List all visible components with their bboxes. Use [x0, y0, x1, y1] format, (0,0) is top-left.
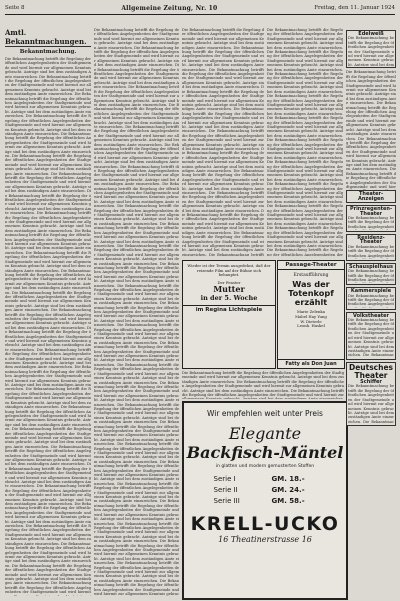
ad-film-title: Was der Totenkopf erzählt	[288, 279, 334, 307]
ad-line-elegante: Elegante	[228, 424, 302, 443]
edelweiss-box	[346, 30, 396, 68]
prinzregenten-box	[346, 205, 396, 232]
price-label: Serie II	[213, 486, 238, 494]
box-text: Die Bekanntmachung betrifft die Regelung der öffentlichen Angelegenheit	[348, 269, 394, 283]
box-subtitle: Schiffer	[360, 379, 382, 386]
box-text: Die Bekanntmachung betrifft die Regelung der öffentlichen Angelegenheit	[348, 244, 394, 258]
ad-line-stoffe: in glatten und modern gemusterten Stoffen	[215, 464, 315, 469]
page-header	[5, 2, 395, 15]
column-text: Die Bekanntmachung betrifft die Regelung der öffentlichen Angelegenheiten der Stadtgemeinde und wird hiermit zur allgemeinen Kenntnis gebracht. Anträge sind bei dem zuständigen Amte einzureichen. Die Bekanntmachung betrifft die Regelung der öffentlichen Angelegenheiten der Stadtgemeinde und wird hiermit zur allgemeinen Kenntnis gebracht. Anträge sind bei dem zuständigen Amte einzureichen. Die Bekanntmachung betrifft die Regelung der öffentlichen Angelegenheiten der Stadtgemeinde und wird hiermit zur	[182, 371, 344, 398]
ad-cast: Marie Zelenka Mabel Hay Yung W. Dieterle Leonh. Haskel	[295, 309, 327, 329]
column-2	[94, 28, 179, 596]
price-row	[184, 496, 346, 507]
box-title: Residenz-Theater	[357, 235, 385, 246]
price-label: Serie I	[213, 475, 236, 483]
theater-anzeigen-box	[346, 190, 396, 203]
price-value: GM. 18.-	[271, 475, 305, 483]
box-title: Kammerspiele	[350, 288, 392, 295]
box-title: Volkstheater	[352, 312, 389, 319]
volkstheater-box	[346, 312, 396, 360]
deutsches-theater-box	[346, 362, 396, 426]
ad-text: Wieder ist der Termin ausgedehnt, daß der reizende Film auf der Bühne sich behauptet.	[187, 263, 271, 278]
passage-theater-ad	[277, 260, 345, 369]
ad-brand: KRELL-UCKO	[190, 513, 340, 535]
krell-ucko-ad	[182, 401, 348, 600]
newspaper-title: Allgemeine Zeitung, Nr. 10	[121, 4, 218, 12]
price-row	[184, 474, 346, 485]
price-value: GM. 24.-	[271, 486, 305, 494]
column-text: Die Bekanntmachung betrifft die Regelung der öffentlichen Angelegenheiten der Stadtgemeinde und wird hiermit zur allgemeinen Kenntnis gebracht. Anträge sind bei dem zuständigen Amte einzureichen. Die Bekanntmachung betrifft die Regelung der öffentlichen Angelegenheiten der Stadtgemeinde und wird hiermit zur allgemeinen Kenntnis gebracht. Anträge sind bei dem zuständigen Amte einzureichen. Die Bekanntmachung betrifft die Regelung der öffentlichen Angelegenheiten der Stadtgemeinde und wird hiermit zur allgemeinen Kenntnis gebracht. Anträge sind bei dem zuständigen Amte einzureichen. Die Bekanntmachung betrifft die Regelung der öffentlichen Angelegenheiten der Stadtgemeinde und wird hiermit zur allgemeinen Kenntnis gebracht. Anträge sind bei dem zuständigen Amte einzureichen. Die Bekanntmachung betrifft die Regelung der öffentlichen Angelegenheiten der Stadtgemeinde und wird hiermit zur allgemeinen Kenntnis gebracht. Anträge sind bei dem zuständigen Amte einzureichen. Die Bekanntmachung betrifft die Regelung der öffentlichen Angelegenheiten der Stadtgemeinde und wird hiermit zur allgemeinen Kenntnis gebracht. Anträge sind bei dem zuständigen Amte einzureichen. Die Bekanntmachung betrifft die Regelung der öffentlichen Angelegenheiten der Stadtgemeinde und wird hiermit zur allgemeinen Kenntnis gebracht. Anträge sind bei dem zuständigen Amte einzureichen. Die Bekanntmachung betrifft die Regelung der öffentlichen Angelegenheiten der Stadtgemeinde und wird hiermit zur allgemeinen Kenntnis gebracht. Anträge sind bei dem zuständigen Amte einzureichen. Die Bekanntmachung betrifft die Regelung der öffentlichen Angelegenheiten der Stadtgemeinde und wird hiermit zur allgemeinen Kenntnis gebracht. Anträge sind bei dem zuständigen Amte einzureichen. Die Bekanntmachung betrifft die Regelung der öffentlichen Angelegenheiten der Stadtgemeinde und wird hiermit zur allgemeinen Kenntnis gebracht. Anträge sind bei dem zuständigen Amte einzureichen. Die Bekanntmachung betrifft die Regelung der öffentlichen Angelegenheiten der	[267, 28, 343, 256]
column-text: Die Bekanntmachung betrifft die Regelung der öffentlichen Angelegenheiten der Stadtgemeinde und wird hiermit zur allgemeinen Kenntnis gebracht. Anträge sind bei dem zuständigen Amte einzureichen. Die Bekanntmachung betrifft die Regelung der öffentlichen Angelegenheiten der Stadtgemeinde und wird hiermit zur allgemeinen Kenntnis gebracht. Anträge sind bei dem zuständigen Amte einzureichen. Die Bekanntmachung betrifft die Regelung der öffentlichen Angelegenheiten der Stadtgemeinde und wird hiermit zur allgemeinen Kenntnis gebracht. Anträge sind bei dem zuständigen Amte einzureichen. Die Bekanntmachung betrifft die Regelung der öffentlichen Angelegenheiten der Stadtgemeinde und wird hier	[346, 70, 396, 189]
residenz-box	[346, 234, 396, 261]
box-text: Die Bekanntmachung betrifft die Regelung der öffentlichen Angelegenheiten der Stadtgemeinde und wird hiermit zur allgemeinen Kenntnis gebracht. Anträge sind bei dem zuständigen Amte einzureichen. Die Bekanntmac	[348, 318, 394, 358]
box-text: Die Bekanntmachung betrifft die Regelung der öffentlichen Angelegenheit	[348, 216, 394, 229]
ad-film-title: Mutter	[213, 284, 245, 295]
ad-footer: im Regina Lichtspiele	[183, 305, 275, 313]
box-title: Schauspielhaus	[349, 263, 393, 270]
box-title: Prinzregenten-Theater	[349, 206, 393, 217]
column-3	[182, 28, 264, 256]
column-1	[5, 28, 91, 596]
box-title: Edelweiß	[358, 31, 384, 37]
column-middle	[182, 371, 344, 399]
ad-premiere: Erstaufführung	[293, 273, 329, 278]
section-subheading: Bekanntmachung.	[19, 49, 77, 55]
price-value: GM. 58.-	[271, 497, 305, 505]
box-title: Deutsches Theater	[348, 363, 394, 381]
kammerspiele-box	[346, 287, 396, 309]
column-text: Die Bekanntmachung betrifft die Regelung der öffentlichen Angelegenheiten der Stadtgemeinde und wird hiermit zur allgemeinen Kenntnis gebracht. Anträge sind bei dem zuständigen Amte einzureichen. Die Bekanntmachung betrifft die Regelung der öffentlichen Angelegenheiten der Stadtgemeinde und wird hiermit zur allgemeinen Kenntnis gebracht. Anträge sind bei dem zuständigen Amte einzureichen. Die Bekanntmachung betrifft die Regelung der öffentlichen Angelegenheiten der Stadtgemeinde und wird hiermit zur allgemeinen Kenntnis gebracht. Anträge sind bei dem zuständigen Amte einzureichen. Die Bekanntmachung betrifft die Regelung der öffentlichen Angelegenheiten der Stadtgemeinde und wird hiermit zur allgemeinen Kenntnis gebracht. Anträge sind bei dem zuständigen Amte einzureichen. Die Bekanntmachung betrifft die Regelung der öffentlichen Angelegenheiten der Stadtgemeinde und wird hiermit zur allgemeinen Kenntnis gebracht. Anträge sind bei dem zuständigen Amte einzureichen. Die Bekanntmachung betrifft die Regelung der öffentlichen Angelegenheiten der Stadtgemeinde und wird hiermit zur allgemeinen Kenntnis gebracht. Anträge sind bei dem zuständigen Amte einzureichen. Die Bekanntmachung betrifft die Regelung der öffentlichen Angelegenheiten der Stadtgemeinde und wird hiermit zur allgemeinen Kenntnis gebracht. Anträge sind bei dem zuständigen Amte einzureichen. Die Bekanntmachung betrifft die Regelung der öffentlichen Angelegenheiten der Stadtgemeinde und wird hiermit zur allgemeinen Kenntnis gebracht. Anträge sind bei dem zuständigen Amte einzureichen. Die Bekanntmachung betrifft die Regelung der öffentlichen Angelegenheiten der Stadtgemeinde und wird hiermit zur allgemeinen Kenntnis gebracht. Anträge sind bei dem zuständigen Amte einzureichen. Die Bekanntmachung betrifft die Regelung der öffentlichen Angelegenheiten der Stadtgemeinde und wird hiermit zur allgemeinen Kenntnis gebracht. Anträge sind bei dem zuständigen Amte einzureichen. Die Bekanntmachung betrifft die Regelung der öffentlichen Angelegenheiten der Stadtgemeinde und wird hiermit zur allgemeinen Kenntnis gebracht. Anträge sind bei dem zuständigen Amte einzureichen. Die Bekanntmachung betrifft die Regelung der öffentlichen Angelegenheiten der Stadtgemeinde und wird hiermit zur allgemeinen Kenntnis gebracht. Anträge sind bei dem zuständigen Amte einzureichen. Die Bekanntmachung betrifft die Regelung der öffentlichen Angelegenheiten der Stadtgemeinde und wird hiermit zur allgemeinen Kenntnis gebracht. Anträge sind bei dem zuständigen Amte einzureichen. Die Bekanntmachung betrifft die Regelung der öffentlichen Angelegenheiten der Stadtgemeinde und wird hiermit zur allgemeinen Kenntnis gebracht. Anträge sind bei dem zuständigen Amte einzureichen. Die Bekanntmachung betrifft die Regelung der öffentlichen Angelegenheiten der Stadtgemeinde und wird hiermit zur allgemeinen Kenntnis gebracht. Anträge sind bei dem zuständigen Amte einzureichen. Die Bekanntmachung betrifft die Regelung der öffentlichen Angelegenheiten der Stadtgemeinde und wird hiermit zur allgemeinen Kenntnis gebracht. Anträge sind bei dem zuständigen Amte einzureichen. Die Bekanntmachung betrifft die Regelung der öffentlichen Angelegenheiten der Stadtgemeinde und wird hiermit zur allgemeinen Kenntnis gebracht. Anträge sind bei dem zuständigen Amte einzureichen. Die Bekanntmachung betrifft die Regelung der öffentlichen Angelegenheiten der Stadtgemeinde und wird hiermit zur allgemeinen Kenntnis gebracht. Anträge sind bei dem zuständigen Amte einzureichen. Die Bekanntmachung betrifft die Regelung der öffentlichen Angelegenheiten der Stadtgemeinde und wird hiermit zur allgemeinen Kenntnis gebracht. Anträge sind bei dem zuständigen Amte einzureichen. Die Bekanntmachung betrifft die Regelung der öffentlichen Angelegenheiten der Stadtgemeinde und wird hiermit zur allgemeinen Kenntnis gebracht. Anträge sind bei dem zuständigen Amte einzureichen. Die Bekanntmachung betrifft die Regelung der öffentlichen Angelegenheiten der Stadtgemeinde und wird hiermit zur allgemeinen Kenntnis gebracht. Anträge sind bei dem zuständigen Amte einzureichen. Die Bekanntmachung betrifft die Regelung der öffentlichen Angelegenheiten der Stadtgemeinde und wird hiermit zur allgemeinen Kenntnis gebracht. Anträge sind bei dem zuständigen Amte einzureichen. Die Bekanntmachung betrifft die Regelung der öffentlichen Angelegenheiten der Stadtgemeinde und wird hiermit zur allgemeinen Kenntnis gebracht. Anträge sind bei dem zuständigen Amte einzureichen. Die Bekanntmachung betrifft die Regelung der öffentlichen Angelegenheiten der Stadtgemeinde und wird hiermit zur allgemeinen Kenntnis gebracht. Anträge sind bei dem zuständigen Amte einzureichen. Die Bekanntmachung betrifft die Regelung der öffentlichen Angelegenheiten der Stadtgemeinde und wird hiermit zur allgemeinen Kenntnis gebracht. Anträge sind bei dem zuständigen Amte einzureichen. Die Bekanntmachung betrifft die Regelung der öffentlichen Angelegenheiten der Stadtgemeinde und wird hiermit zur allgemeinen Kenntnis gebracht. Anträge sind bei dem zuständigen Amte einzureichen. Die Bekanntmachung betrifft die Regelung der öffentlichen Angelegenheiten der Stadtgemeinde und wird hiermit zur allgemeinen Kenntnis gebracht. Anträge sind bei dem zuständigen Amte einzureichen. Die Bekanntmachung betrifft die Regelung der öffentlichen Angelegenheiten der Stadtgemeinde und wird hiermit	[5, 57, 91, 595]
theater-column	[346, 30, 396, 596]
box-text: Die Bekanntmachung betrifft die Regelung der öffentlichen Angelegenheiten der Stadtgemeinde und wird hiermit zur allgemeinen Kenntnis gebracht. Anträge sind bei dem	[348, 36, 394, 67]
ad-film-label: Der Fenster	[217, 279, 241, 285]
box-title: Theater-Anzeigen	[358, 191, 384, 202]
ad-intro: Wir empfehlen weit unter Preis	[207, 409, 323, 418]
box-text: Die Bekanntmachung betrifft die Regelung der öffentlichen Angelegenheit	[348, 293, 394, 307]
ad-week: in der 5. Woche	[200, 294, 258, 303]
issue-date: Freitag, den 11. Januar 1924	[314, 5, 395, 11]
box-text: Die Bekanntmachung betrifft die Regelung der öffentlichen Angelegenheiten der Stadtgemeinde und wird hiermit zur allgemeinen Kenntnis gebracht. Anträge sind bei dem zuständigen Amte einzureichen. Die Bekanntmac	[348, 384, 394, 424]
price-label: Serie III	[213, 497, 240, 505]
ad-address: 16 Theatinerstrasse 16	[218, 535, 312, 544]
section-heading: Amtl. Bekanntmachungen.	[5, 28, 91, 47]
ad-footer: Fatty als Don Juan	[278, 359, 344, 367]
schauspielhaus-box	[346, 263, 396, 285]
ad-line-backfisch: Backfisch-Mäntel	[186, 443, 344, 462]
ad-header: Passage-Theater	[278, 261, 344, 270]
price-row	[184, 485, 346, 496]
price-list	[184, 474, 346, 507]
page-number: Seite 8	[5, 5, 25, 11]
column-4	[267, 28, 343, 256]
column-text: Die Bekanntmachung betrifft die Regelung der öffentlichen Angelegenheiten der Stadtgemeinde und wird hiermit zur allgemeinen Kenntnis gebracht. Anträge sind bei dem zuständigen Amte einzureichen. Die Bekanntmachung betrifft die Regelung der öffentlichen Angelegenheiten der Stadtgemeinde und wird hiermit zur allgemeinen Kenntnis gebracht. Anträge sind bei dem zuständigen Amte einzureichen. Die Bekanntmachung betrifft die Regelung der öffentlichen Angelegenheiten der Stadtgemeinde und wird hiermit zur allgemeinen Kenntnis gebracht. Anträge sind bei dem zuständigen Amte einzureichen. Die Bekanntmachung betrifft die Regelung der öffentlichen Angelegenheiten der Stadtgemeinde und wird hiermit zur allgemeinen Kenntnis gebracht. Anträge sind bei dem zuständigen Amte einzureichen. Die Bekanntmachung betrifft die Regelung der öffentlichen Angelegenheiten der Stadtgemeinde und wird hiermit zur allgemeinen Kenntnis gebracht. Anträge sind bei dem zuständigen Amte einzureichen. Die Bekanntmachung betrifft die Regelung der öffentlichen Angelegenheiten der Stadtgemeinde und wird hiermit zur allgemeinen Kenntnis gebracht. Anträge sind bei dem zuständigen Amte einzureichen. Die Bekanntmachung betrifft die Regelung der öffentlichen Angelegenheiten der Stadtgemeinde und wird hiermit zur allgemeinen Kenntnis gebracht. Anträge sind bei dem zuständigen Amte einzureichen. Die Bekanntmachung betrifft die Regelung der öffentlichen Angelegenheiten der Stadtgemeinde und wird hiermit zur allgemeinen Kenntnis gebracht. Anträge sind bei dem zuständigen Amte einzureichen. Die Bekanntmachung betrifft die Regelung der öffentlichen Angelegenheiten der Stadtgemeinde und wird hiermit zur allgemeinen Kenntnis gebracht. Anträge sind bei dem zuständigen Amte einzureichen. Die Bekanntmachung betrifft die Regelung der öffentlichen Angelegenheiten der Stadtgemeinde und wird hiermit zur allgemeinen Kenntnis gebracht. Anträge sind bei dem zuständigen Amte einzureichen. Die Bekanntmachung betrifft die Regelung der öffentlichen Angelegenheiten der Stadtgemeinde und wird hiermit zur allgemeinen Kenntnis gebracht. Anträge sind bei dem zuständigen Amte einzureichen. Die Bekanntmachung betrifft die Regelung der öffentlichen Angelegenheiten der Stadtgemeinde und wird hiermit zur allgemeinen Kenntnis gebracht. Anträge sind bei dem zuständigen Amte einzureichen. Die Bekanntmachung betrifft die Regelung der öffentlichen Angelegenheiten der Stadtgemeinde und wird hiermit zur allgemeinen Kenntnis gebracht. Anträge sind bei dem zuständigen Amte einzureichen. Die Bekanntmachung betrifft die Regelung der öffentlichen Angelegenheiten der Stadtgemeinde und wird hiermit zur allgemeinen Kenntnis gebracht. Anträge sind bei dem zuständigen Amte einzureichen. Die Bekanntmachung betrifft die Regelung der öffentlichen Angelegenheiten der Stadtgemeinde und wird hiermit zur allgemeinen Kenntnis gebracht. Anträge sind bei dem zuständigen Amte einzureichen. Die Bekanntmachung betrifft die Regelung der öffentlichen Angelegenheiten der Stadtgemeinde und wird hiermit zur allgemeinen Kenntnis gebracht. Anträge sind bei dem zuständigen Amte einzureichen. Die Bekanntmachung betrifft die Regelung der öffentlichen Angelegenheiten der Stadtgemeinde und wird hiermit zur allgemeinen Kenntnis gebracht. Anträge sind bei dem zuständigen Amte einzureichen. Die Bekanntmachung betrifft die Regelung der öffentlichen Angelegenheiten der Stadtgemeinde und wird hiermit zur allgemeinen Kenntnis gebracht. Anträge sind bei dem zuständigen Amte einzureichen. Die Bekanntmachung betrifft die Regelung der öffentlichen Angelegenheiten der Stadtgemeinde und wird hiermit zur allgemeinen Kenntnis gebracht. Anträge sind bei dem zuständigen Amte einzureichen. Die Bekanntmachung betrifft die Regelung der öffentlichen Angelegenheiten der Stadtgemeinde und wird hiermit zur allgemeinen Kenntnis gebracht. Anträge sind bei dem zuständigen Amte einzureichen. Die Bekanntmachung betrifft die Regelung der öffentlichen Angelegenheiten der Stadtgemeinde und wird hiermit zur allgemeinen Kenntnis gebracht. Anträge sind bei dem zuständigen Amte einzureichen. Die Bekanntmachung betrifft die Regelung der öffentlichen Angelegenheiten der Stadtgemeinde und wird hiermit zur allgemeinen Kenntnis gebracht. Anträge sind bei dem zuständigen Amte einzureichen. Die Bekanntmachung betrifft die Regelung der öffentlichen Angelegenheiten der Stadtgemeinde und wird hiermit zur allgemeinen Kenntnis gebracht. Anträge sind bei dem zuständigen Amte einzureichen. Die Bekanntmachung betrifft die Regelung der öffentlichen Angelegenheiten der Stadtgemeinde und wird hiermit zur allgemeinen Kenntnis gebracht. Anträge sind bei dem zuständigen Amte einzureichen. Die Bekanntmachung betrifft die Regelung der öffentlichen Angelegenheiten der Stadtgemeinde und wird hiermit zur allgemeinen Kenntnis gebracht. Anträge sind bei dem zuständigen Amte einzureichen. Die Bekanntmachung betrifft die Regelung der öffentlichen Angelegenheiten der Stadtgemeinde und wird hiermit zur allgemeinen Kenntnis gebracht. Anträge sind bei dem zuständigen Amte einzureichen. Die Bekanntmachung betrifft die Regelung der öffentlichen Angelegenheiten der Stadtgemeinde und wird hiermit zur allgemeinen Kenntnis gebracht. Anträge sind bei dem zuständigen Amte einzureichen. Die Bekanntmachung betrifft die Regelung der öffentlichen Angelegenheiten der Stadtgemeinde und wird hiermit zur allgemeinen Kenntnis gebracht. Anträge sind bei dem zuständigen Amte einzureichen. Die Bekanntmachung betrifft die Regelung der öffentlichen Angelegenheiten der Stadtgemeinde und wird hiermit zur allgemeinen Kenntnis gebrac	[94, 28, 179, 596]
column-text: Die Bekanntmachung betrifft die Regelung der öffentlichen Angelegenheiten der Stadtgemeinde und wird hiermit zur allgemeinen Kenntnis gebracht. Anträge sind bei dem zuständigen Amte einzureichen. Die Bekanntmachung betrifft die Regelung der öffentlichen Angelegenheiten der Stadtgemeinde und wird hiermit zur allgemeinen Kenntnis gebracht. Anträge sind bei dem zuständigen Amte einzureichen. Die Bekanntmachung betrifft die Regelung der öffentlichen Angelegenheiten der Stadtgemeinde und wird hiermit zur allgemeinen Kenntnis gebracht. Anträge sind bei dem zuständigen Amte einzureichen. Die Bekanntmachung betrifft die Regelung der öffentlichen Angelegenheiten der Stadtgemeinde und wird hiermit zur allgemeinen Kenntnis gebracht. Anträge sind bei dem zuständigen Amte einzureichen. Die Bekanntmachung betrifft die Regelung der öffentlichen Angelegenheiten der Stadtgemeinde und wird hiermit zur allgemeinen Kenntnis gebracht. Anträge sind bei dem zuständigen Amte einzureichen. Die Bekanntmachung betrifft die Regelung der öffentlichen Angelegenheiten der Stadtgemeinde und wird hiermit zur allgemeinen Kenntnis gebracht. Anträge sind bei dem zuständigen Amte einzureichen. Die Bekanntmachung betrifft die Regelung der öffentlichen Angelegenheiten der Stadtgemeinde und wird hiermit zur allgemeinen Kenntnis gebracht. Anträge sind bei dem zuständigen Amte einzureichen. Die Bekanntmachung betrifft die Regelung der öffentlichen Angelegenheiten der Stadtgemeinde und wird hiermit zur allgemeinen Kenntnis gebracht. Anträge sind bei dem zuständigen Amte einzureichen. Die Bekanntmachung betrifft die Regelung der öffentlichen Angelegenheiten der Stadtgemeinde und wird hiermit zur allgemeinen Kenntnis gebracht. Anträge sind bei dem zuständigen Amte einzureichen. Die Bekanntmachung betrifft die Regelung der öffentlichen Angelegenheiten der Stadtgemeinde und wird hiermit zur allgemeinen Kenntnis gebracht. Anträge sind bei dem zuständigen Amte einzureichen. Die Bekanntmachung betrifft die Regelung der öffentlichen Angelegenheiten der Stadtgemeinde und wird hiermit zur allgemeinen Kenntnis gebracht. Anträge sind bei dem zuständigen Amte einzureichen. Die Bekanntmachung betrifft	[182, 28, 264, 256]
regina-ad	[182, 260, 276, 369]
